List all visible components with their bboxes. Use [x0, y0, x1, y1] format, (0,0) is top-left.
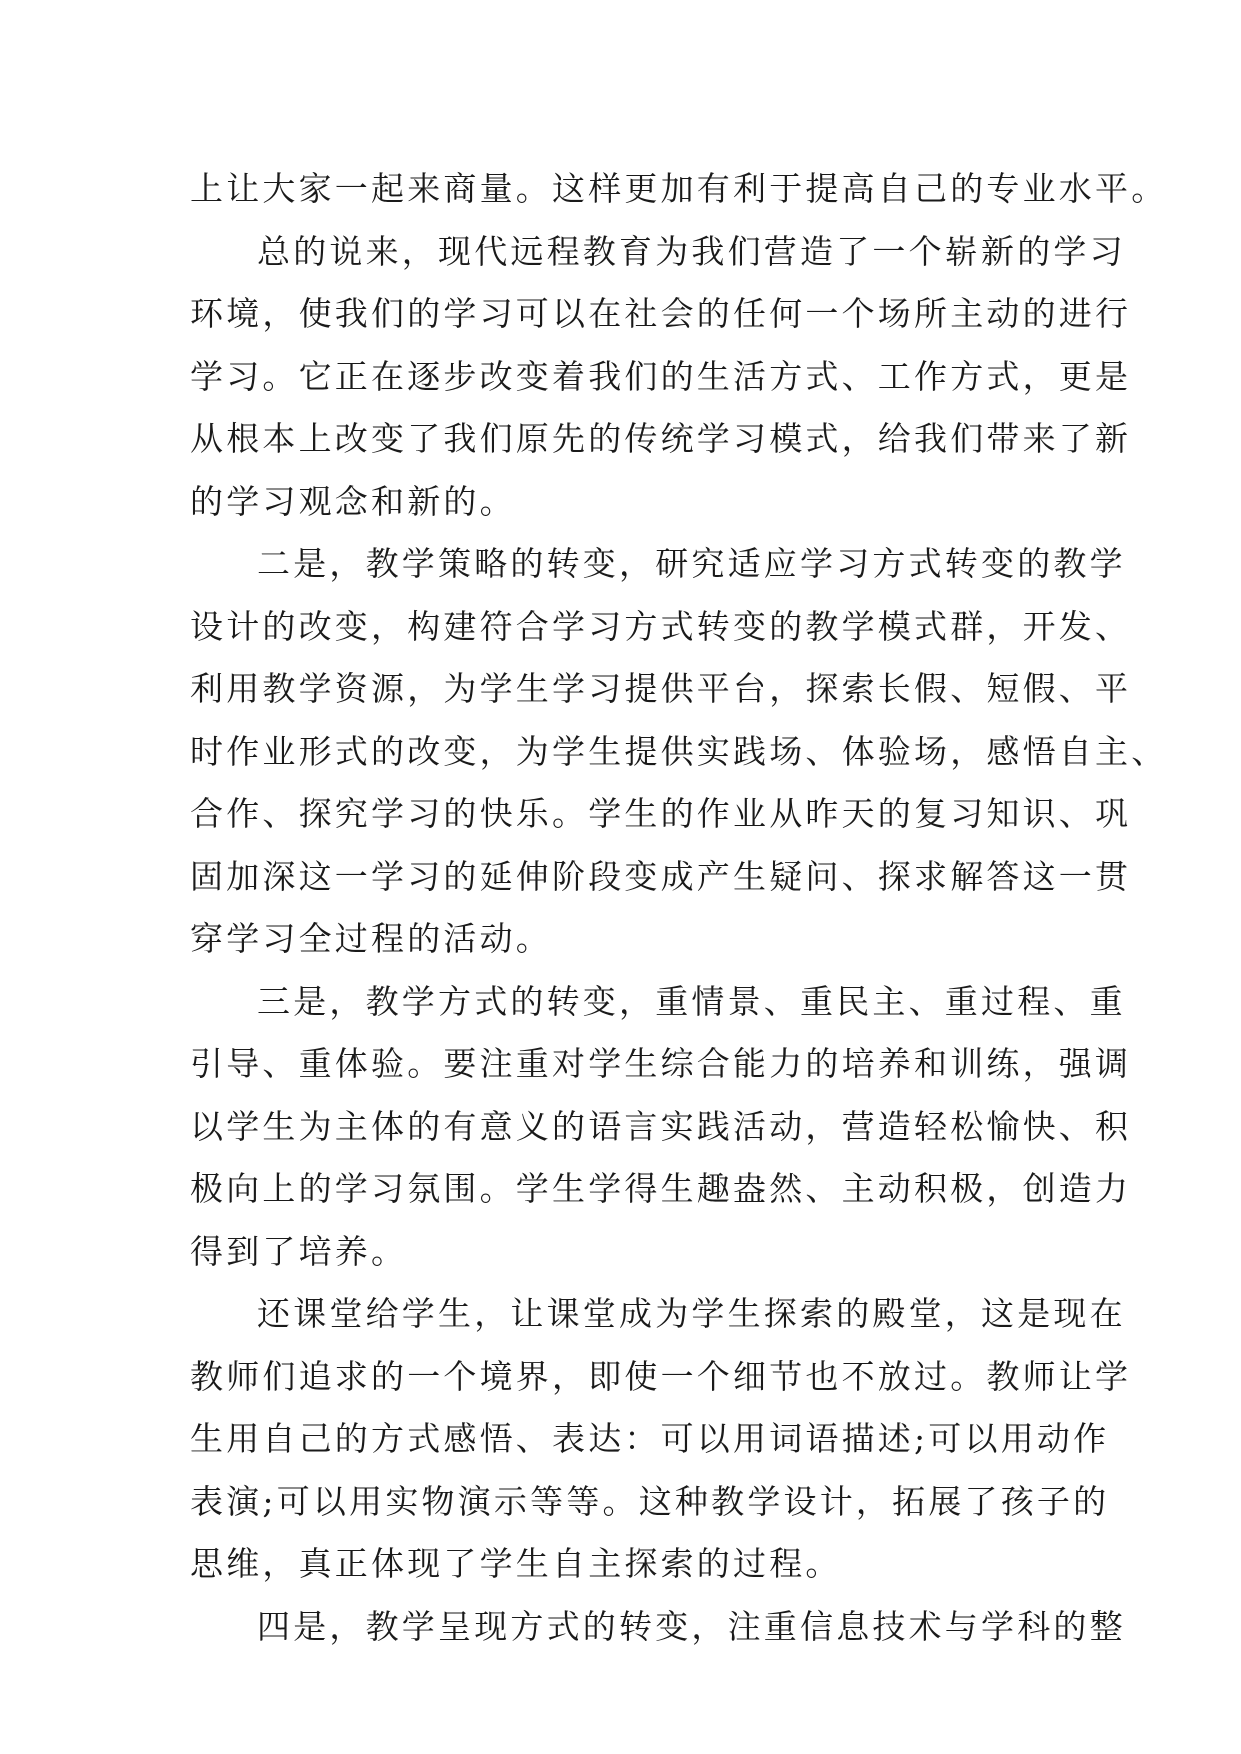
text-line: 表演;可以用实物演示等等。这种教学设计，拓展了孩子的	[190, 1481, 1110, 1521]
text-line: 教师们追求的一个境界，即使一个细节也不放过。教师让学	[190, 1356, 1132, 1396]
text-line: 上让大家一起来商量。这样更加有利于提高自己的专业水平。	[190, 169, 1168, 208]
paragraph-start-line: 四是，教学呈现方式的转变，注重信息技术与学科的整	[257, 1606, 1126, 1646]
text-line: 的学习观念和新的。	[190, 481, 516, 521]
text-line: 环境，使我们的学习可以在社会的任何一个场所主动的进行	[190, 294, 1132, 333]
text-line: 合作、探究学习的快乐。学生的作业从昨天的复习知识、巩	[190, 794, 1132, 833]
text-line: 引导、重体验。要注重对学生综合能力的培养和训练，强调	[190, 1044, 1132, 1083]
text-line: 穿学习全过程的活动。	[190, 919, 552, 958]
text-line: 生用自己的方式感悟、表达：可以用词语描述;可以用动作	[190, 1419, 1110, 1458]
paragraph-start-line: 还课堂给学生，让课堂成为学生探索的殿堂，这是现在	[257, 1294, 1126, 1333]
paragraph-start-line: 二是，教学策略的转变，研究适应学习方式转变的教学	[257, 544, 1126, 583]
body-text	[190, 158, 1168, 1658]
text-line: 学习。它正在逐步改变着我们的生活方式、工作方式，更是	[190, 356, 1132, 396]
text-line: 利用教学资源，为学生学习提供平台，探索长假、短假、平	[190, 669, 1132, 708]
text-line: 固加深这一学习的延伸阶段变成产生疑问、探求解答这一贯	[190, 856, 1132, 896]
text-line: 极向上的学习氛围。学生学得生趣盎然、主动积极，创造力	[190, 1169, 1132, 1208]
text-line: 以学生为主体的有意义的语言实践活动，营造轻松愉快、积	[190, 1106, 1132, 1146]
text-line: 思维，真正体现了学生自主探索的过程。	[190, 1544, 842, 1583]
paragraph-start-line: 三是，教学方式的转变，重情景、重民主、重过程、重	[257, 981, 1126, 1021]
text-line: 时作业形式的改变，为学生提供实践场、体验场，感悟自主、	[190, 731, 1168, 771]
text-line: 得到了培养。	[190, 1231, 408, 1271]
paragraph-start-line: 总的说来，现代远程教育为我们营造了一个崭新的学习	[257, 231, 1126, 271]
text-line: 设计的改变，构建符合学习方式转变的教学模式群，开发、	[190, 606, 1132, 646]
text-line: 从根本上改变了我们原先的传统学习模式，给我们带来了新	[190, 419, 1132, 458]
